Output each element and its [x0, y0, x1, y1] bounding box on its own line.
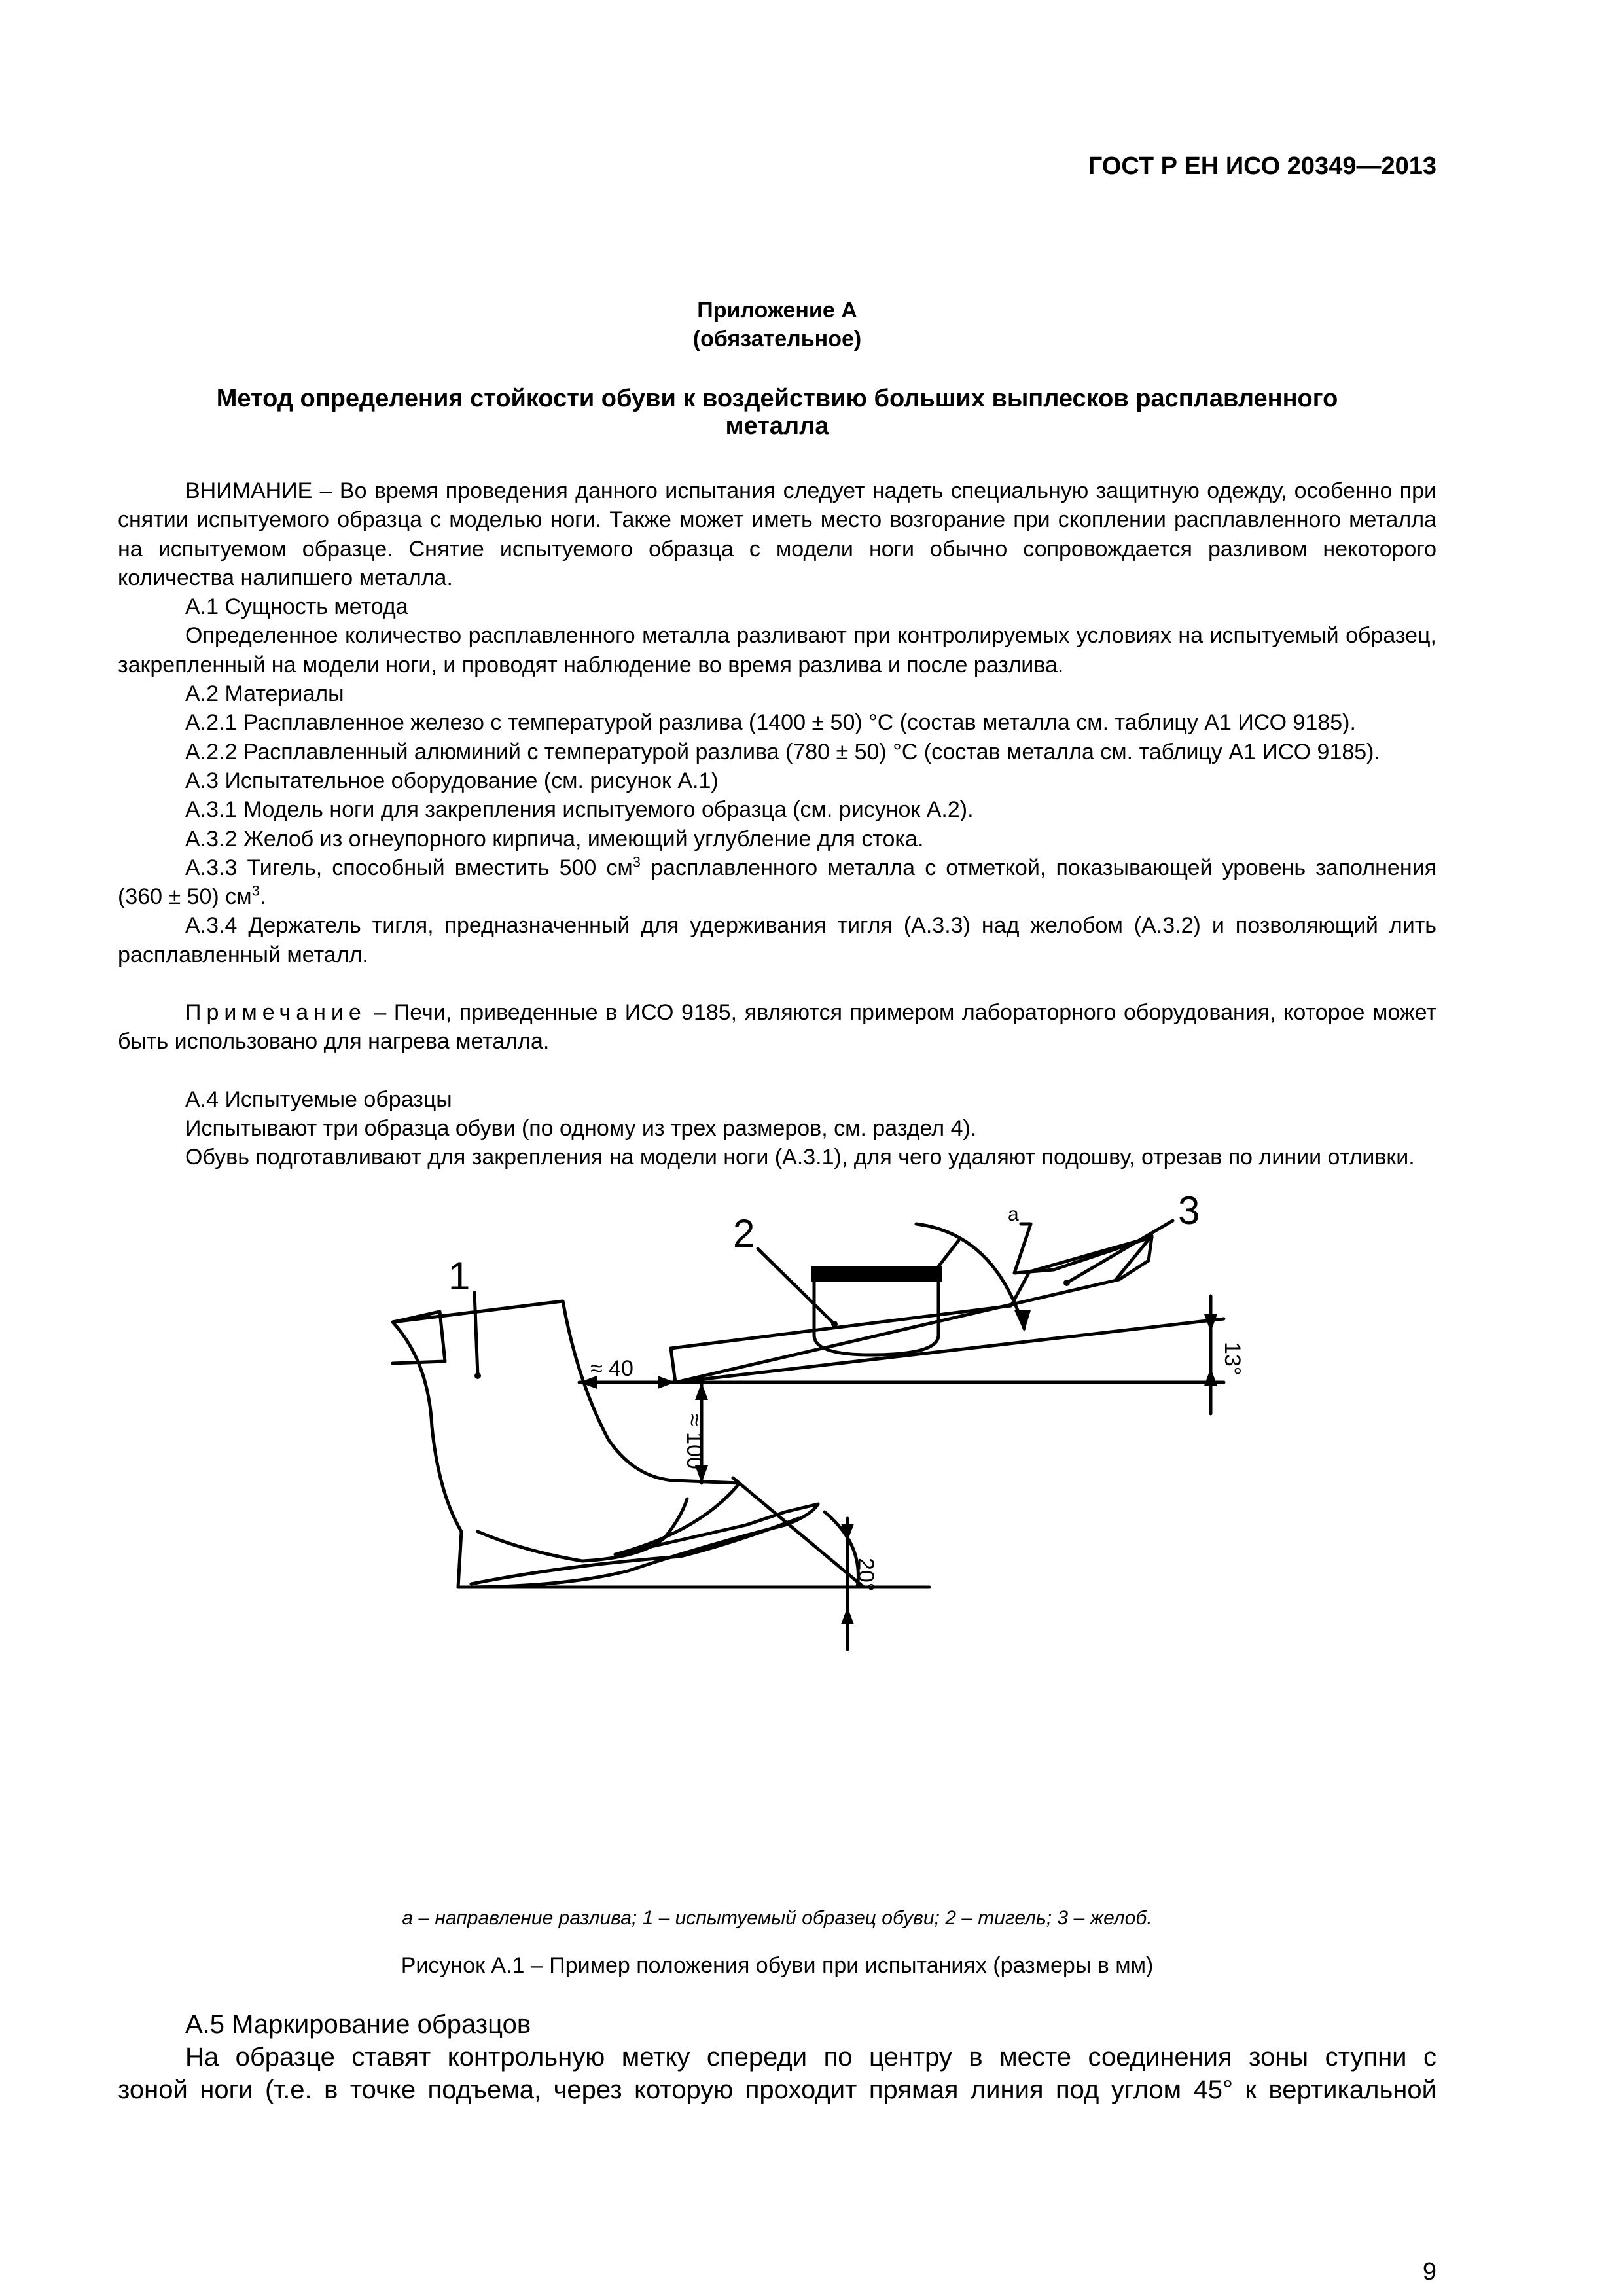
section-a2-title: А.2 Материалы — [185, 681, 344, 707]
body-text — [118, 476, 1436, 1172]
a33-text-1: А.3.3 Тигель, способный вместить 500 см — [185, 855, 633, 880]
clause-a31: А.3.1 Модель ноги для закрепления испытуемого образца (см. рисунок А.2). — [185, 797, 974, 823]
crucible-holder-bar — [812, 1266, 942, 1282]
section-a4-text-1: Испытывают три образца обуви (по одному из трех размеров, см. раздел 4). — [185, 1115, 977, 1141]
appendix-heading — [118, 296, 1436, 353]
section-a4-title: А.4 Испытуемые образцы — [185, 1086, 452, 1112]
a33-sup-2: 3 — [251, 882, 260, 899]
appendix-method-title — [118, 385, 1436, 440]
label-2: 2 — [733, 1211, 755, 1255]
label-3: 3 — [1178, 1189, 1200, 1232]
arrow-40-right — [658, 1376, 675, 1389]
a33-text-3: . — [259, 884, 266, 910]
warning-paragraph: ВНИМАНИЕ – Во время проведения данного испытания следует надеть специальную защитную одежду, особенно при снятии испытуемого образца с моделью ноги. Также может иметь место возгорание при скоплении расплавленного металла на испытуемом образце. Снятие испытуемого образца с модели ноги обычно сопровождается разливом некоторого количества налипшего металла. — [118, 478, 1436, 590]
leader-2 — [758, 1249, 834, 1324]
note-paragraph — [118, 998, 1436, 1056]
dim-100-label: ≈ 100 — [682, 1414, 707, 1469]
clause-a21: А.2.1 Расплавленное железо с температурой разлива (1400 ± 50) °С (состав металла см. таблицу А1 ИСО 9185). — [185, 710, 1356, 736]
section-a4-text-2: Обувь подготавливают для закрепления на модели ноги (А.3.1), для чего удаляют подошву, отрезав по линии отливки. — [185, 1145, 1415, 1170]
title-line-2: металла — [725, 412, 829, 440]
arrow-20-bottom — [841, 1607, 854, 1624]
section-a5-line-1: На образце ставят контрольную метку спереди по центру в месте соединения зоны ступни с — [185, 2043, 1436, 2072]
angle-20-label: 20° — [853, 1558, 878, 1592]
clause-a32: А.3.2 Желоб из огнеупорного кирпича, имеющий углубление для стока. — [185, 826, 924, 852]
a33-sup-1: 3 — [632, 853, 641, 870]
dim-40-label: ≈ 40 — [590, 1356, 633, 1381]
section-a5 — [118, 2008, 1436, 2106]
boot-instep — [478, 1499, 687, 1561]
arrow-13-top — [1204, 1314, 1217, 1332]
section-a1-title: А.1 Сущность метода — [185, 594, 408, 620]
leader-1 — [474, 1293, 478, 1376]
note-text: – Печи, приведенные в ИСО 9185, являются примером лабораторного оборудования, которое может быть использовано для нагрева металла. — [118, 1000, 1436, 1054]
arrow-13-bottom — [1204, 1368, 1217, 1386]
angle-13-line — [675, 1319, 1224, 1382]
section-a3-title: А.3 Испытательное оборудование (см. рисунок А.1) — [185, 768, 719, 793]
figure-caption: Рисунок А.1 – Пример положения обуви при испытаниях (размеры в мм) — [401, 1953, 1154, 1978]
clause-a34: А.3.4 Держатель тигля, предназначенный для удерживания тигля (А.3.3) над желобом (А.3.2) и позволяющий лить расплавленный металл. — [118, 913, 1436, 967]
appendix-status: (обязательное) — [692, 327, 862, 351]
angle-13-label: 13° — [1220, 1342, 1245, 1376]
title-line-1: Метод определения стойкости обуви к воздействию больших выплесков расплавленного — [216, 385, 1338, 412]
angle-20-arc — [825, 1512, 858, 1587]
crucible-body — [814, 1273, 938, 1355]
crucible-dot — [831, 1321, 838, 1327]
a33-text-2: расплавленного металла с отметкой, показывающей уровень заполнения (360 ± 50) см — [118, 855, 1437, 910]
label-1: 1 — [448, 1254, 471, 1298]
figure-legend: а – направление разлива; 1 – испытуемый образец обуви; 2 – тигель; 3 – желоб. — [402, 1907, 1152, 1929]
clause-a22: А.2.2 Расплавленный алюминий с температурой разлива (780 ± 50) °С (состав металла см. таблицу А1 ИСО 9185). — [185, 739, 1380, 764]
section-a5-title: А.5 Маркирование образцов — [185, 2010, 531, 2039]
trough-dot — [1063, 1280, 1070, 1286]
boot-outline — [393, 1301, 818, 1587]
section-a5-line-2: зоной ноги (т.е. в точке подъема, через которую проходит прямая линия под углом 45° к вертикальной — [118, 2075, 1436, 2104]
label-a: a — [1008, 1204, 1019, 1225]
page-number: 9 — [1422, 2258, 1436, 2286]
document-number: ГОСТ Р ЕН ИСО 20349—2013 — [1088, 152, 1436, 180]
appendix-title: Приложение А — [697, 298, 857, 323]
arrow-100-top — [695, 1382, 708, 1400]
clause-a33 — [118, 853, 1436, 912]
boot-dot — [474, 1372, 481, 1379]
section-a1-text: Определенное количество расплавленного металла разливают при контролируемых условиях на испытуемый образец, закрепленный на модели ноги, и проводят наблюдение во время разлива и после разлива. — [118, 623, 1436, 677]
note-label: Примечание — [185, 1000, 366, 1026]
figure-a1-diagram — [366, 1189, 1245, 1885]
crucible-handle — [938, 1240, 959, 1266]
